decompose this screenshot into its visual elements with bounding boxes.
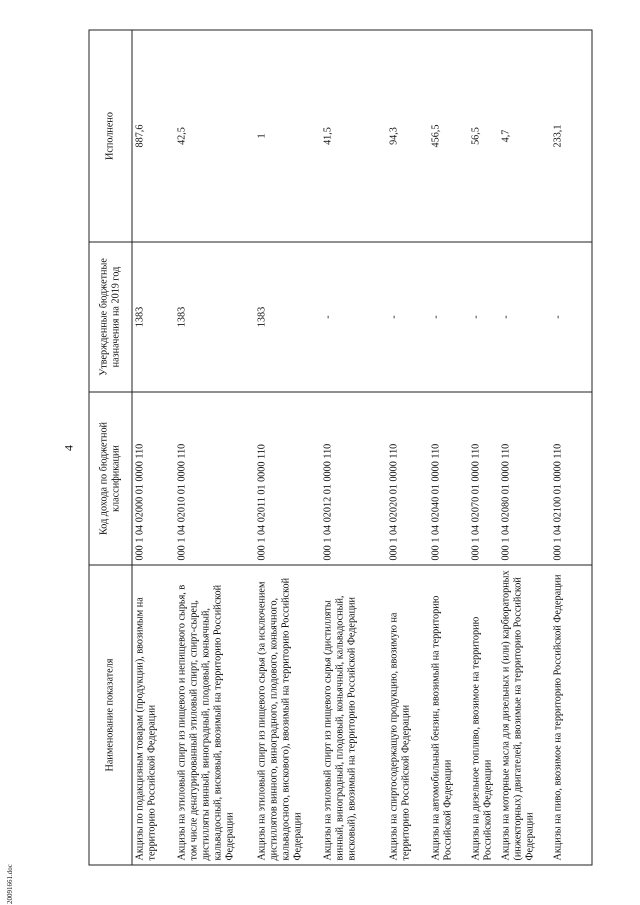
cell-executed: 1: [254, 30, 320, 242]
cell-indicator-name: Акцизы на этиловый спирт из пищевого сырья (дистилляты винный, виноградный, плодовый, коньячный, кальвадосный, висковый), ввозимый на территорию Российской Федерации: [320, 565, 386, 865]
cell-approved: -: [320, 242, 386, 392]
page-number: 4: [61, 444, 75, 451]
cell-indicator-name: Акцизы по подакцизным товарам (продукции), ввозимым на территорию Российской Федерации: [132, 565, 174, 865]
table-row: [550, 30, 592, 865]
table-row: [386, 30, 428, 865]
cell-budget-code: 000 1 04 02011 01 0000 110: [254, 392, 320, 565]
table-row: [468, 30, 498, 865]
cell-executed: 42,5: [174, 30, 254, 242]
header-executed: Исполнено: [89, 30, 132, 242]
cell-budget-code: 000 1 04 02070 01 0000 110: [468, 392, 498, 565]
cell-budget-code: 000 1 04 02010 01 0000 110: [174, 392, 254, 565]
cell-approved: -: [550, 242, 592, 392]
footer: [2, 864, 24, 905]
cell-approved: -: [428, 242, 468, 392]
cell-executed: 94,3: [386, 30, 428, 242]
table-row: [254, 30, 320, 865]
cell-executed: 456,5: [428, 30, 468, 242]
cell-indicator-name: Акцизы на спиртосодержащую продукцию, ввозимую на территорию Российской Федерации: [386, 565, 428, 865]
footer-filename: 20091661.doc: [6, 864, 14, 904]
cell-indicator-name: Акцизы на этиловый спирт из пищевого и непищевого сырья, в том числе денатурированный этиловый спирт, спирт-сырец, дистилляты винный, виноградный, плодовый, коньячный, кальвадосный, висковый, ввозимый на территорию Российской Федерации: [174, 565, 254, 865]
cell-indicator-name: Акцизы на автомобильный бензин, ввозимый на территорию Российской Федерации: [428, 565, 468, 865]
cell-indicator-name: Акцизы на дизельное топливо, ввозимое на территорию Российской Федерации: [468, 565, 498, 865]
cell-approved: 1383: [132, 242, 174, 392]
cell-indicator-name: Акцизы на пиво, ввозимое на территорию Российской Федерации: [550, 565, 592, 865]
header-approved-2019: Утвержденные бюджетные назначения на 2019 год: [89, 242, 132, 392]
cell-executed: 233,1: [550, 30, 592, 242]
cell-approved: -: [386, 242, 428, 392]
cell-approved: 1383: [174, 242, 254, 392]
cell-approved: 1383: [254, 242, 320, 392]
cell-budget-code: 000 1 04 02000 01 0000 110: [132, 392, 174, 565]
cell-indicator-name: Акцизы на этиловый спирт из пищевого сырья (за исключением дистиллятов винного, виноградного, плодового, коньячного, кальвадосного, вискового), ввозимый на территорию Российской Федерации: [254, 565, 320, 865]
table-row: [174, 30, 254, 865]
cell-budget-code: 000 1 04 02012 01 0000 110: [320, 392, 386, 565]
revenue-table: [88, 29, 592, 865]
cell-executed: 41,5: [320, 30, 386, 242]
rotated-sheet: [56, 30, 600, 865]
cell-approved: -: [498, 242, 550, 392]
cell-budget-code: 000 1 04 02040 01 0000 110: [428, 392, 468, 565]
header-budget-code: Код дохода по бюджетной классификации: [89, 392, 132, 565]
cell-executed: 56,5: [468, 30, 498, 242]
table-row: [320, 30, 386, 865]
table-header-row: [89, 30, 132, 865]
cell-executed: 4,7: [498, 30, 550, 242]
table-row: [428, 30, 468, 865]
table-row: [132, 30, 174, 865]
header-indicator-name: Наименование показателя: [89, 565, 132, 865]
cell-budget-code: 000 1 04 02100 01 0000 110: [550, 392, 592, 565]
cell-indicator-name: Акцизы на моторные масла для дизельных и (или) карбюраторных (инжекторных) двигателей, ввозимые на территорию Российской Федерации: [498, 565, 550, 865]
cell-executed: 887,6: [132, 30, 174, 242]
cell-budget-code: 000 1 04 02080 01 0000 110: [498, 392, 550, 565]
cell-approved: -: [468, 242, 498, 392]
cell-budget-code: 000 1 04 02020 01 0000 110: [386, 392, 428, 565]
table-row: [498, 30, 550, 865]
